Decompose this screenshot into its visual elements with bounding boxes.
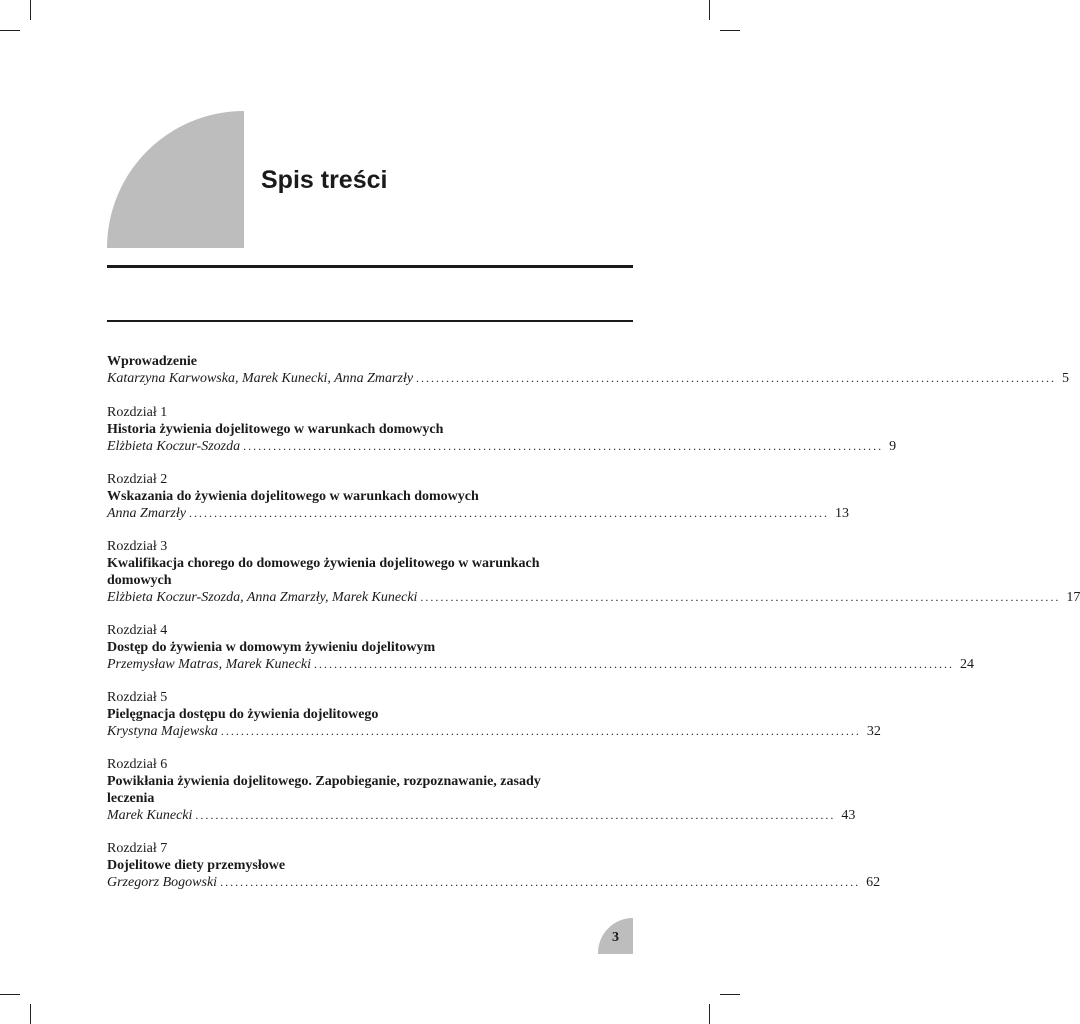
- toc-author-line: [107, 505, 849, 522]
- toc-entry-chapter-7[interactable]: [107, 840, 881, 891]
- dot-leader: ................................................................................................................................: [220, 724, 861, 738]
- crop-mark: [30, 1004, 31, 1024]
- crop-mark: [720, 30, 740, 31]
- page-title: Spis treści: [261, 166, 388, 194]
- divider-thin: [107, 320, 633, 322]
- toc-chapter-label: Rozdział 6: [107, 757, 168, 772]
- page-number-badge: [598, 918, 633, 954]
- toc-heading: Kwalifikacja chorego do domowego żywienia dojelitowego w warunkach domowych: [107, 556, 540, 588]
- crop-mark: [709, 0, 710, 20]
- toc-page-number: 17: [1066, 590, 1080, 605]
- toc-entry-intro[interactable]: [107, 353, 1070, 387]
- toc-authors: Elżbieta Koczur-Szozda: [107, 439, 241, 454]
- dot-leader: ................................................................................................................................: [420, 590, 1061, 604]
- toc-author-line: [107, 589, 1080, 606]
- toc-entry-chapter-3[interactable]: [107, 538, 1080, 606]
- dot-leader: ................................................................................................................................: [243, 439, 884, 453]
- toc-heading: Dojelitowe diety przemysłowe: [107, 858, 286, 873]
- toc-entry-chapter-4[interactable]: [107, 622, 974, 673]
- toc-authors: Krystyna Majewska: [107, 724, 218, 739]
- toc-chapter-label: Rozdział 3: [107, 539, 168, 554]
- toc-author-line: [107, 874, 881, 891]
- divider-thick: [107, 265, 633, 268]
- toc-authors: Przemysław Matras, Marek Kunecki: [107, 657, 311, 672]
- toc-heading: Dostęp do żywienia w domowym żywieniu dojelitowym: [107, 640, 436, 655]
- toc-heading: Wprowadzenie: [107, 354, 197, 369]
- toc-author-line: [107, 438, 897, 455]
- dot-leader: ................................................................................................................................: [188, 506, 829, 520]
- toc-page-number: 32: [866, 724, 881, 739]
- toc-page-number: 43: [841, 808, 856, 823]
- page-number: 3: [612, 930, 619, 945]
- toc-heading: Wskazania do żywienia dojelitowego w warunkach domowych: [107, 489, 479, 504]
- crop-mark: [720, 994, 740, 995]
- toc-authors: Elżbieta Koczur-Szozda, Anna Zmarzły, Marek Kunecki: [107, 590, 418, 605]
- toc-entry-chapter-5[interactable]: [107, 689, 881, 740]
- dot-leader: ................................................................................................................................: [220, 875, 861, 889]
- decorative-quarter-circle: [107, 111, 244, 248]
- toc-chapter-label: Rozdział 5: [107, 690, 168, 705]
- toc-page-number: 24: [960, 657, 974, 672]
- toc-entry-chapter-6[interactable]: [107, 756, 856, 824]
- dot-leader: ................................................................................................................................: [314, 657, 954, 671]
- toc-entry-chapter-1[interactable]: [107, 404, 897, 455]
- toc-page-number: 5: [1062, 371, 1070, 386]
- crop-mark: [30, 0, 31, 20]
- toc-page-number: 13: [834, 506, 849, 521]
- toc-heading: Powikłania żywienia dojelitowego. Zapobieganie, rozpoznawanie, zasady leczenia: [107, 774, 541, 806]
- toc-authors: Grzegorz Bogowski: [107, 875, 218, 890]
- toc-authors: Katarzyna Karwowska, Marek Kunecki, Anna Zmarzły: [107, 371, 414, 386]
- toc-authors: Anna Zmarzły: [107, 506, 186, 521]
- toc-chapter-label: Rozdział 4: [107, 623, 168, 638]
- dot-leader: ................................................................................................................................: [195, 808, 836, 822]
- crop-mark: [0, 30, 20, 31]
- toc-chapter-label: Rozdział 1: [107, 405, 168, 420]
- toc-author-line: [107, 656, 974, 673]
- toc-author-line: [107, 370, 1070, 387]
- crop-mark: [709, 1004, 710, 1024]
- toc-entry-chapter-2[interactable]: [107, 471, 849, 522]
- toc-authors: Marek Kunecki: [107, 808, 193, 823]
- toc-page-number: 62: [866, 875, 881, 890]
- toc-author-line: [107, 723, 881, 740]
- toc-chapter-label: Rozdział 7: [107, 841, 168, 856]
- toc-heading: Historia żywienia dojelitowego w warunkach domowych: [107, 422, 444, 437]
- crop-mark: [0, 994, 20, 995]
- dot-leader: ................................................................................................................................: [416, 371, 1057, 385]
- toc-chapter-label: Rozdział 2: [107, 472, 168, 487]
- toc-heading: Pielęgnacja dostępu do żywienia dojelitowego: [107, 707, 379, 722]
- toc-page-number: 9: [889, 439, 897, 454]
- toc-author-line: [107, 807, 856, 824]
